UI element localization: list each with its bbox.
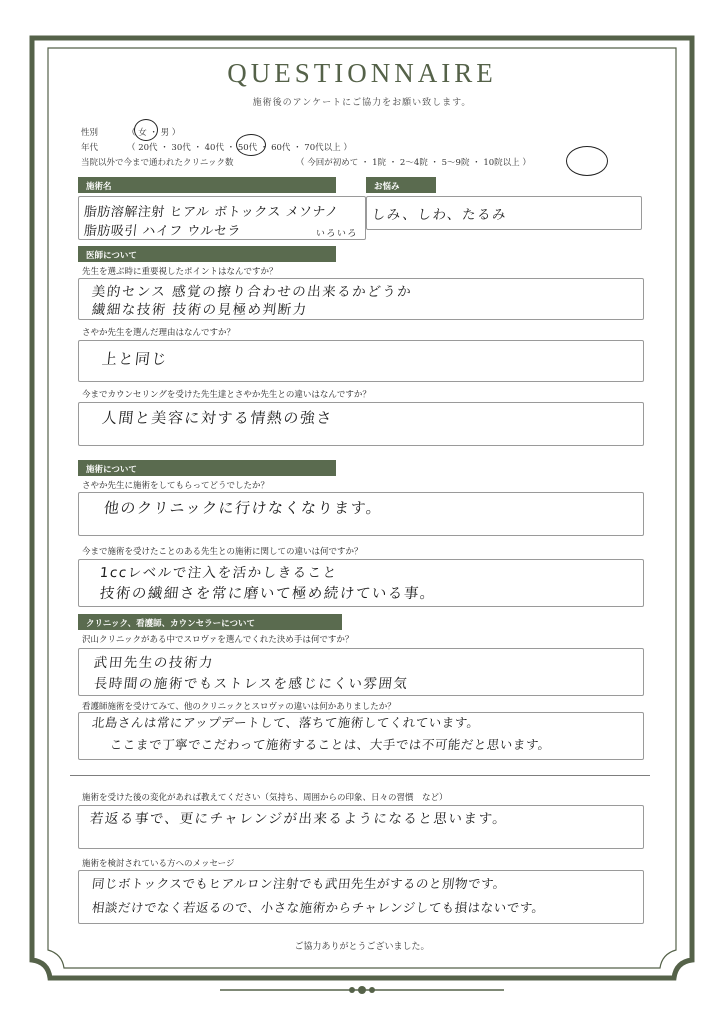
gender-selected-circle xyxy=(134,119,158,141)
procedure-question-2: 今まで施術を受けたことのある先生との施術に関しての違いは何ですか？ xyxy=(82,547,363,557)
footer-ornament-dot-right xyxy=(369,987,375,993)
footer-ornament-dot-left xyxy=(349,987,355,993)
section-divider xyxy=(70,775,650,776)
message-answer-line2: 相談だけでなく若返るので、小さな施術からチャレンジしても損はないです。 xyxy=(91,900,546,915)
procedure-question-1: さやか先生に施術をしてもらってどうでしたか？ xyxy=(82,481,270,491)
thanks-text: ご協力ありがとうございました。 xyxy=(294,942,430,952)
doctor-question-1: 先生を選ぶ時に重要視したポイントはなんですか？ xyxy=(82,267,278,277)
treatment-section-header: 施術名 xyxy=(78,177,336,193)
treatment-answer-note: いろいろ xyxy=(315,229,359,239)
clinic-answer-1-line2: 長時間の施術でもストレスを感じにくい雰囲気 xyxy=(92,676,410,692)
doctor-answer-3: 人間と美容に対する情熱の強さ xyxy=(101,409,334,427)
doctor-answer-1-line2: 繊細な技術 技術の見極め判断力 xyxy=(90,302,309,318)
doctor-question-3: 今までカウンセリングを受けた先生達とさやか先生との違いはなんですか？ xyxy=(82,390,371,400)
gender-options[interactable]: （ 女 ・ 男 ） xyxy=(127,128,181,138)
clinic-section-header: クリニック、看護師、カウンセラーについて xyxy=(78,614,342,630)
doctor-answer-2: 上と同じ xyxy=(101,350,169,368)
age-label: 年代 xyxy=(81,143,99,153)
age-selected-circle xyxy=(236,134,266,156)
after-answer: 若返る事で、更にチャレンジが出来るようになると思います。 xyxy=(88,811,509,827)
after-question: 施術を受けた後の変化があれば教えてください（気持ち、周囲からの印象、日々の習慣 など） xyxy=(82,793,448,803)
doctor-question-2: さやか先生を選んだ理由はなんですか？ xyxy=(82,328,236,338)
clinic-answer-1-line1: 武田先生の技術力 xyxy=(92,655,215,671)
page-subtitle: 施術後のアンケートにご協力をお願い致します。 xyxy=(252,98,472,108)
doctor-section-header: 医師について xyxy=(78,246,336,262)
procedure-answer-2-line1: 1ccレベルで注入を活かしきること xyxy=(98,565,339,581)
gender-label: 性別 xyxy=(81,128,99,138)
procedure-answer-2-line2: 技術の繊細さを常に磨いて極め続けている事。 xyxy=(99,586,437,602)
age-options[interactable]: （ 20代 ・ 30代 ・ 40代 ・ 50代 ・ 60代 ・ 70代以上 ） xyxy=(127,143,352,153)
page-title: QUESTIONNAIRE xyxy=(227,58,497,88)
treatment-answer-line1: 脂肪溶解注射 ヒアル ボトックス メソナノ xyxy=(83,205,340,220)
treatment-answer-line2: 脂肪吸引 ハイフ ウルセラ xyxy=(83,224,242,239)
procedure-section-header: 施術について xyxy=(78,460,336,476)
visits-options[interactable]: （ 今回が初めて ・ 1院 ・ 2〜4院 ・ 5〜9院 ・ 10院以上 ） xyxy=(296,158,531,168)
concerns-section-header: お悩み xyxy=(366,177,436,193)
procedure-answer-1: 他のクリニックに行けなくなります。 xyxy=(103,499,384,517)
clinic-question-2: 看護師施術を受けてみて、他のクリニックとスロヴァの違いは何かありましたか？ xyxy=(82,702,396,712)
clinic-answer-2-line2: ここまで丁寧でこだわって施術することは、大手では不可能だと思います。 xyxy=(109,737,552,752)
message-answer-line1: 同じボトックスでもヒアルロン注射でも武田先生がするのと別物です。 xyxy=(91,876,507,891)
doctor-answer-1-line1: 美的センス 感覚の擦り合わせの出来るかどうか xyxy=(90,284,414,300)
visits-label: 当院以外で今まで通われたクリニック数 xyxy=(81,158,234,168)
concerns-answer: しみ、しわ、たるみ xyxy=(370,207,508,223)
clinic-question-1: 沢山クリニックがある中でスロヴァを選んでくれた決め手は何ですか？ xyxy=(82,635,354,645)
message-question: 施術を検討されている方へのメッセージ xyxy=(82,859,235,869)
visits-selected-circle xyxy=(566,146,608,176)
footer-ornament-dot-center xyxy=(358,986,366,994)
clinic-answer-2-line1: 北島さんは常にアップデートして、落ちて施術してくれています。 xyxy=(91,715,481,730)
